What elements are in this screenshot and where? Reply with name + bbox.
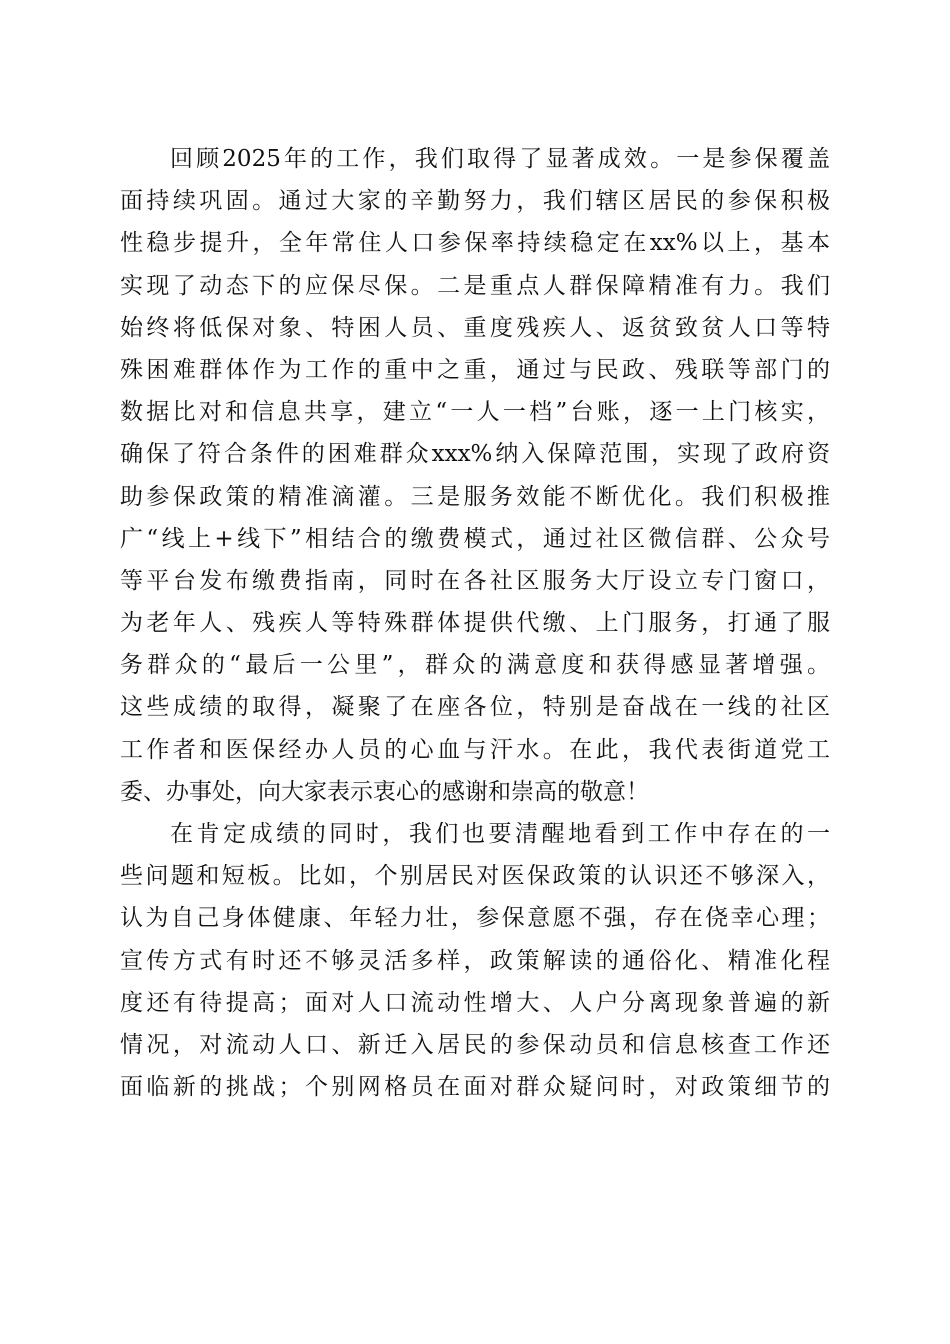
paragraph-line: 些问题和短板。比如，个别居民对医保政策的认识还不够深入， (120, 863, 830, 890)
paragraph-line: 实现了动态下的应保尽保。二是重点人群保障精准有力。我们 (120, 272, 830, 299)
paragraph-line: 面持续巩固。通过大家的辛勤努力，我们辖区居民的参保积极 (120, 188, 830, 215)
document-body (120, 138, 830, 1108)
paragraph-line: 为老年人、残疾人等特殊群体提供代缴、上门服务，打通了服 (120, 610, 830, 637)
paragraph-line: 面临新的挑战；个别网格员在面对群众疑问时，对政策细节的 (120, 1074, 830, 1101)
paragraph-line: 广“线上+线下”相结合的缴费模式，通过社区微信群、公众号 (120, 525, 830, 552)
paragraph-line: 宣传方式有时还不够灵活多样，政策解读的通俗化、精准化程 (120, 947, 830, 974)
paragraph-line: 助参保政策的精准滴灌。三是服务效能不断优化。我们积极推 (120, 483, 830, 510)
paragraph-line: 性稳步提升，全年常住人口参保率持续稳定在xx%以上，基本 (120, 230, 830, 257)
paragraph-line: 回顾2025年的工作，我们取得了显著成效。一是参保覆盖 (170, 146, 830, 172)
paragraph-line: 认为自己身体健康、年轻力壮，参保意愿不强，存在侥幸心理； (120, 905, 830, 932)
paragraph-line: 委、办事处，向大家表示衷心的感谢和崇高的敬意！ (120, 778, 649, 805)
paragraph-line: 度还有待提高；面对人口流动性增大、人户分离现象普遍的新 (120, 989, 830, 1016)
paragraph-line: 情况，对流动人口、新迁入居民的参保动员和信息核查工作还 (120, 1031, 830, 1058)
paragraph-line: 始终将低保对象、特困人员、重度残疾人、返贫致贫人口等特 (120, 314, 830, 341)
paragraph-line: 殊困难群体作为工作的重中之重，通过与民政、残联等部门的 (120, 356, 830, 383)
paragraph-line: 确保了符合条件的困难群众xxx%纳入保障范围，实现了政府资 (120, 441, 830, 468)
paragraph-line: 在肯定成绩的同时，我们也要清醒地看到工作中存在的一 (170, 821, 830, 847)
paragraph-line: 数据比对和信息共享，建立“一人一档”台账，逐一上门核实， (120, 399, 830, 426)
paragraph-line: 工作者和医保经办人员的心血与汗水。在此，我代表街道党工 (120, 736, 830, 763)
paragraph-line: 务群众的“最后一公里”，群众的满意度和获得感显著增强。 (120, 652, 830, 679)
paragraph-problems (120, 813, 830, 1108)
paragraph-line: 等平台发布缴费指南，同时在各社区服务大厅设立专门窗口， (120, 567, 830, 594)
paragraph-achievements (120, 138, 830, 813)
paragraph-line: 这些成绩的取得，凝聚了在座各位，特别是奋战在一线的社区 (120, 694, 830, 721)
